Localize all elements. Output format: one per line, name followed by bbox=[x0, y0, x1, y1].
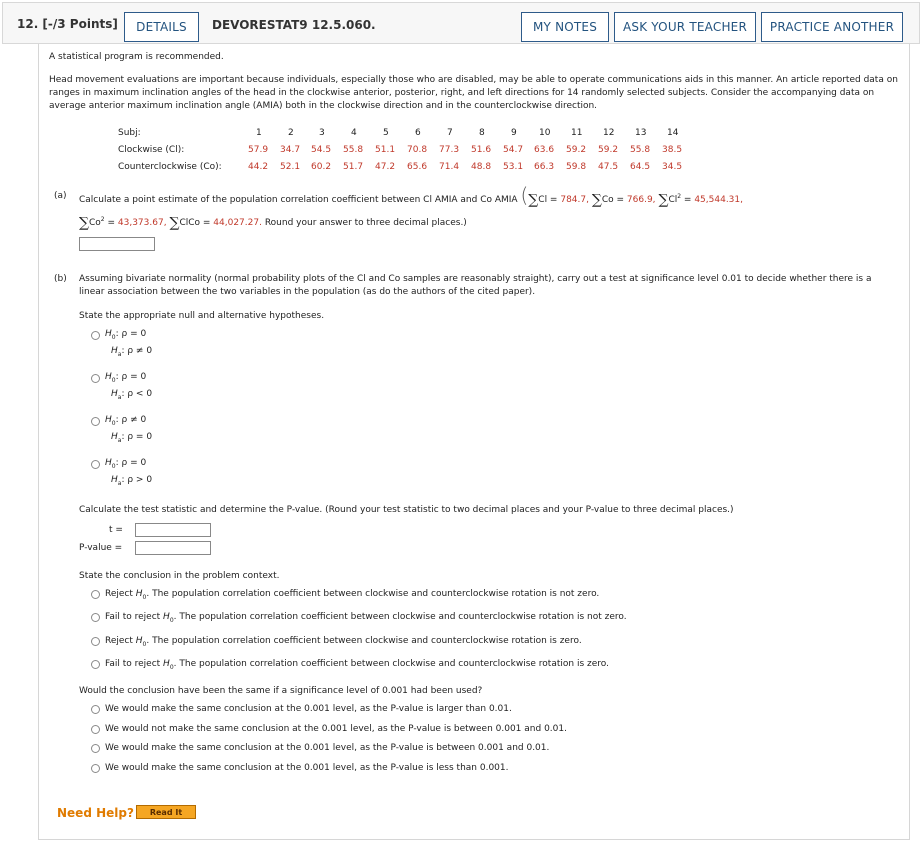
significance-option-1: We would make the same conclusion at the 0.001 level, as the P-value is larger than 0.01. bbox=[105, 704, 512, 714]
need-help-label: Need Help? bbox=[57, 806, 134, 820]
my-notes-button[interactable]: MY NOTES bbox=[521, 12, 609, 42]
sum-cl-label: Cl = bbox=[538, 195, 561, 205]
subj-cell: 6 bbox=[415, 128, 421, 138]
subj-cell: 11 bbox=[571, 128, 583, 138]
part-a-text: Calculate a point estimate of the population correlation coefficient between Cl AMIA and Co AMIA bbox=[79, 195, 518, 205]
sum-co-value: 766.9, bbox=[626, 195, 656, 205]
p-value-input[interactable] bbox=[135, 541, 211, 555]
conclusion-option-1: Reject $H_0$. The population correlation coefficient between clockwise and counterclockwise rotation is not zero. bbox=[105, 589, 600, 601]
sum-cl2-eq: = bbox=[681, 195, 695, 205]
sigma-icon: ∑ bbox=[79, 215, 89, 231]
read-it-button[interactable]: Read It bbox=[136, 805, 196, 819]
conclusion-option-2: Fail to reject $H_0$. The population correlation coefficient between clockwise and counterclockwise rotation is not zero. bbox=[105, 612, 627, 624]
conclusion-option-4-radio[interactable] bbox=[91, 660, 100, 669]
question-number: 12. [-/3 Points] bbox=[17, 17, 118, 31]
details-button[interactable]: DETAILS bbox=[124, 12, 199, 42]
h0-option-2: $H_0$: ρ = 0 bbox=[105, 372, 147, 384]
counterclockwise-cell: 34.5 bbox=[662, 162, 683, 172]
counterclockwise-cell: 60.2 bbox=[311, 162, 332, 172]
open-paren: ( bbox=[520, 183, 529, 207]
sum-clco-value: 44,027.27. bbox=[213, 218, 262, 228]
hypothesis-option-2-radio[interactable] bbox=[91, 374, 100, 383]
subj-cell: 14 bbox=[667, 128, 679, 138]
part-a-line1: Calculate a point estimate of the population correlation coefficient between Cl AMIA and Co AMIA (∑Cl = 784.7, ∑Co = 766.9, $\sum Cl^2 = 45,544.31$, bbox=[79, 183, 743, 208]
significance-option-2: We would not make the same conclusion at the 0.001 level, as the P-value is between 0.001 and 0.01. bbox=[105, 724, 567, 734]
clockwise-cell: 54.7 bbox=[503, 145, 524, 155]
counterclockwise-cell: 64.5 bbox=[630, 162, 651, 172]
counterclockwise-cell: 59.8 bbox=[566, 162, 587, 172]
sigma-icon: ∑ bbox=[591, 192, 602, 208]
subj-cell: 1 bbox=[256, 128, 262, 138]
hypothesis-option-4-radio[interactable] bbox=[91, 460, 100, 469]
clockwise-cell: 59.2 bbox=[566, 145, 587, 155]
subj-cell: 7 bbox=[447, 128, 453, 138]
clockwise-cell: 51.1 bbox=[375, 145, 396, 155]
clockwise-cell: 38.5 bbox=[662, 145, 683, 155]
part-a-line2: $\sum Co^2 = 43,373.67$, ∑ClCo = 44,027.27. Round your answer to three decimal places.) bbox=[79, 215, 467, 231]
significance-option-4-radio[interactable] bbox=[91, 764, 100, 773]
part-b-text: Assuming bivariate normality (normal probability plots of the Cl and Co samples are reasonably straight), carry out a test at significance level 0.01 to decide whether there is a linear association between the two variables in the population (as do the authors of the cited paper). bbox=[79, 274, 872, 298]
question-reference: DEVORESTAT9 12.5.060. bbox=[212, 18, 376, 32]
subj-label: Subj: bbox=[118, 128, 141, 138]
clockwise-cell: 55.8 bbox=[630, 145, 651, 155]
subj-cell: 3 bbox=[319, 128, 325, 138]
counterclockwise-cell: 65.6 bbox=[407, 162, 428, 172]
t-statistic-input[interactable] bbox=[135, 523, 211, 537]
sum-clco-label: ClCo = bbox=[179, 218, 214, 228]
subj-cell: 9 bbox=[511, 128, 517, 138]
counterclockwise-cell: 66.3 bbox=[534, 162, 555, 172]
counterclockwise-label: Counterclockwise (Co): bbox=[118, 162, 222, 172]
counterclockwise-cell: 53.1 bbox=[503, 162, 524, 172]
conclusion-option-3: Reject $H_0$. The population correlation coefficient between clockwise and counterclockwise rotation is zero. bbox=[105, 636, 582, 648]
ask-teacher-button[interactable]: ASK YOUR TEACHER bbox=[614, 12, 756, 42]
subj-cell: 12 bbox=[603, 128, 615, 138]
clockwise-cell: 54.5 bbox=[311, 145, 332, 155]
subj-cell: 8 bbox=[479, 128, 485, 138]
counterclockwise-cell: 44.2 bbox=[248, 162, 269, 172]
ha-option-1: $H_a$: ρ ≠ 0 bbox=[111, 346, 153, 358]
hypothesis-option-3-radio[interactable] bbox=[91, 417, 100, 426]
clockwise-cell: 55.8 bbox=[343, 145, 364, 155]
clockwise-cell: 77.3 bbox=[439, 145, 460, 155]
test-stat-prompt: Calculate the test statistic and determine the P-value. (Round your test statistic to two decimal places and your P-value to three decimal places.) bbox=[79, 505, 734, 515]
clockwise-label: Clockwise (Cl): bbox=[118, 145, 185, 155]
sum-cl2-value: 45,544.31, bbox=[694, 195, 743, 205]
sum-co2-label: Co bbox=[89, 218, 101, 228]
program-recommendation: A statistical program is recommended. bbox=[49, 52, 224, 62]
question-body bbox=[38, 44, 910, 840]
sum-co2-eq: = bbox=[104, 218, 118, 228]
significance-option-3: We would make the same conclusion at the 0.001 level, as the P-value is between 0.001 and 0.01. bbox=[105, 743, 550, 753]
subj-cell: 13 bbox=[635, 128, 647, 138]
counterclockwise-cell: 47.5 bbox=[598, 162, 619, 172]
part-a-rounding: Round your answer to three decimal places.) bbox=[264, 218, 467, 228]
ha-option-3: $H_a$: ρ = 0 bbox=[111, 432, 153, 444]
t-label: t = bbox=[109, 525, 123, 535]
sum-co2-value: 43,373.67, bbox=[117, 218, 167, 228]
sigma-icon: ∑ bbox=[528, 192, 539, 208]
h0-option-1: $H_0$: ρ = 0 bbox=[105, 329, 147, 341]
problem-description: Head movement evaluations are important because individuals, especially those who are disabled, may be able to operate communications aids in this manner. An article reported data on ranges in maximum inclination angles of the head in the clockwise anterior, posterior, right, and left directions for 14 randomly selected subjects. Consider the accompanying data on average anterior maximum inclination angle (AMIA) both in the clockwise direction and in the counterclockwise direction. bbox=[49, 75, 898, 112]
significance-option-4: We would make the same conclusion at the 0.001 level, as the P-value is less than 0.001. bbox=[105, 763, 509, 773]
p-value-label: P-value = bbox=[79, 543, 123, 553]
sigma-icon: ∑ bbox=[169, 215, 180, 231]
counterclockwise-cell: 71.4 bbox=[439, 162, 460, 172]
sum-co-label: Co = bbox=[601, 195, 627, 205]
significance-prompt: Would the conclusion have been the same if a significance level of 0.001 had been used? bbox=[79, 686, 483, 696]
significance-option-1-radio[interactable] bbox=[91, 705, 100, 714]
conclusion-option-4: Fail to reject $H_0$. The population correlation coefficient between clockwise and counterclockwise rotation is zero. bbox=[105, 659, 609, 671]
ha-option-4: $H_a$: ρ > 0 bbox=[111, 475, 153, 487]
h0-option-4: $H_0$: ρ = 0 bbox=[105, 458, 147, 470]
counterclockwise-cell: 48.8 bbox=[471, 162, 492, 172]
clockwise-cell: 34.7 bbox=[280, 145, 301, 155]
subj-cell: 4 bbox=[351, 128, 357, 138]
sum-cl2-label: Cl bbox=[668, 195, 678, 205]
significance-option-3-radio[interactable] bbox=[91, 744, 100, 753]
conclusion-option-1-radio[interactable] bbox=[91, 590, 100, 599]
conclusion-option-2-radio[interactable] bbox=[91, 613, 100, 622]
clockwise-cell: 57.9 bbox=[248, 145, 269, 155]
significance-option-2-radio[interactable] bbox=[91, 725, 100, 734]
conclusion-prompt: State the conclusion in the problem context. bbox=[79, 571, 280, 581]
sigma-icon: ∑ bbox=[658, 192, 669, 208]
sum-cl-value: 784.7, bbox=[560, 195, 589, 205]
counterclockwise-cell: 51.7 bbox=[343, 162, 364, 172]
h0-option-3: $H_0$: ρ ≠ 0 bbox=[105, 415, 147, 427]
conclusion-option-3-radio[interactable] bbox=[91, 637, 100, 646]
subj-cell: 2 bbox=[288, 128, 294, 138]
counterclockwise-cell: 52.1 bbox=[280, 162, 301, 172]
counterclockwise-cell: 47.2 bbox=[375, 162, 396, 172]
clockwise-cell: 70.8 bbox=[407, 145, 428, 155]
clockwise-cell: 59.2 bbox=[598, 145, 619, 155]
ha-option-2: $H_a$: ρ < 0 bbox=[111, 389, 153, 401]
practice-another-button[interactable]: PRACTICE ANOTHER bbox=[761, 12, 903, 42]
hypotheses-prompt: State the appropriate null and alternative hypotheses. bbox=[79, 311, 325, 321]
hypothesis-option-1-radio[interactable] bbox=[91, 331, 100, 340]
subj-cell: 5 bbox=[383, 128, 389, 138]
part-b-label: (b) bbox=[54, 274, 67, 284]
correlation-answer-input[interactable] bbox=[79, 237, 155, 251]
part-a-label: (a) bbox=[54, 191, 67, 201]
clockwise-cell: 63.6 bbox=[534, 145, 555, 155]
question-header bbox=[2, 2, 920, 44]
clockwise-cell: 51.6 bbox=[471, 145, 492, 155]
subj-cell: 10 bbox=[539, 128, 551, 138]
